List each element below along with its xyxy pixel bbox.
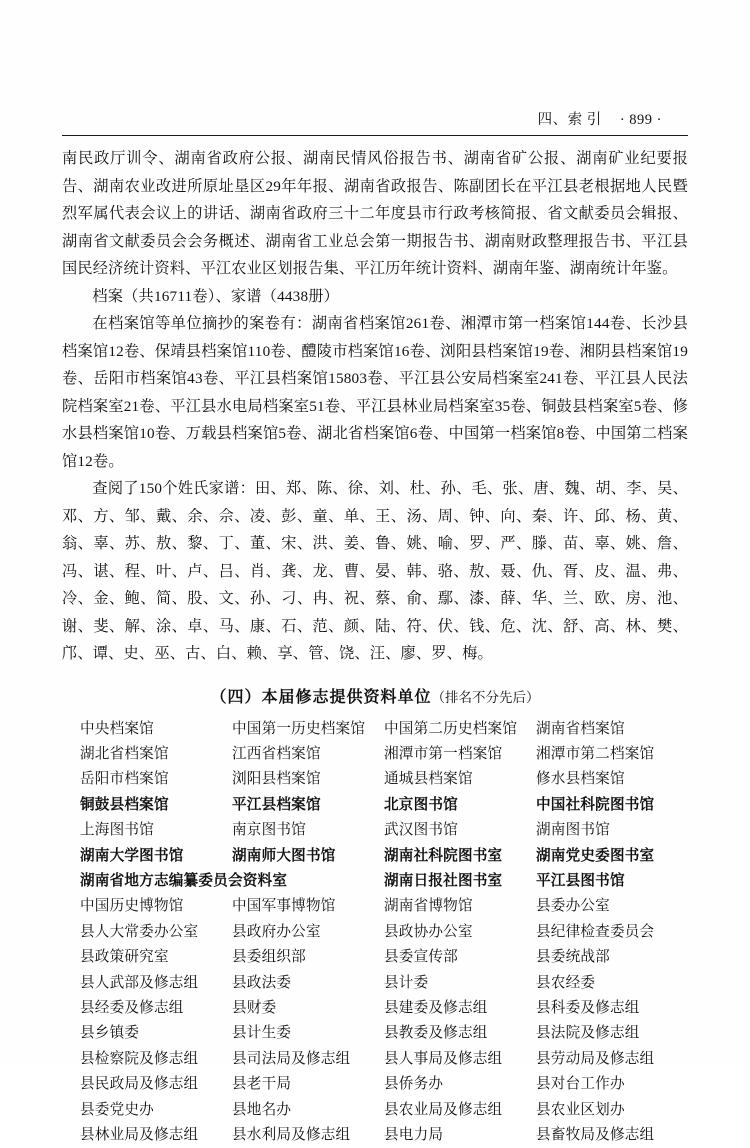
unit-cell: 湖北省档案馆 xyxy=(80,742,232,767)
table-row xyxy=(80,1098,680,1123)
unit-cell: 南京图书馆 xyxy=(232,818,384,843)
unit-cell: 武汉图书馆 xyxy=(384,818,536,843)
unit-cell: 县侨务办 xyxy=(384,1072,536,1097)
contributing-units-table xyxy=(80,717,680,1148)
unit-cell: 湘潭市第一档案馆 xyxy=(384,742,536,767)
unit-cell: 县检察院及修志组 xyxy=(80,1047,232,1072)
section-heading-label: （四）本届修志提供资料单位 xyxy=(210,689,431,706)
unit-cell: 湖南大学图书馆 xyxy=(80,844,232,869)
unit-cell: 湖南社科院图书室 xyxy=(384,844,536,869)
unit-cell: 湖南党史委图书室 xyxy=(536,844,680,869)
unit-cell: 县政协办公室 xyxy=(384,920,536,945)
unit-cell: 县司法局及修志组 xyxy=(232,1047,384,1072)
unit-cell: 县政策研究室 xyxy=(80,945,232,970)
table-row xyxy=(80,818,680,843)
table-row xyxy=(80,894,680,919)
paragraph-archive-counts: 档案（共16711卷）、家谱（4438册） xyxy=(62,283,688,311)
running-head-section: 四、索 引 xyxy=(538,112,602,128)
unit-cell: 县民政局及修志组 xyxy=(80,1072,232,1097)
unit-cell: 铜鼓县档案馆 xyxy=(80,793,232,818)
contributing-units-body xyxy=(80,717,680,1148)
unit-cell: 县人事局及修志组 xyxy=(384,1047,536,1072)
unit-cell: 修水县档案馆 xyxy=(536,767,680,792)
unit-cell: 中央档案馆 xyxy=(80,717,232,742)
table-row xyxy=(80,844,680,869)
unit-cell: 县乡镇委 xyxy=(80,1021,232,1046)
unit-cell: 县农业局及修志组 xyxy=(384,1098,536,1123)
table-row xyxy=(80,1021,680,1046)
unit-cell: 县农经委 xyxy=(536,971,680,996)
table-row xyxy=(80,971,680,996)
unit-cell: 县委组织部 xyxy=(232,945,384,970)
unit-cell: 通城县档案馆 xyxy=(384,767,536,792)
table-row xyxy=(80,1123,680,1148)
unit-cell: 浏阳县档案馆 xyxy=(232,767,384,792)
unit-cell: 湖南图书馆 xyxy=(536,818,680,843)
paragraph-archive-sources-continued: 南民政厅训令、湖南省政府公报、湖南民情风俗报告书、湖南省矿公报、湖南矿业纪要报告、湖南农业改进所原址垦区29年年报、湖南省政报告、陈副团长在平江县老根据地人民暨烈军属代表会议上的讲话、湖南省政府三十二年度县市行政考核简报、省文献委员会辑报、湖南省文献委员会会务概述、湖南省工业总会第一期报告书、湖南财政整理报告书、平江县国民经济统计资料、平江农业区划报告集、平江历年统计资料、湖南年鉴、湖南统计年鉴。 xyxy=(62,145,688,283)
paragraph-genealogy-surnames: 查阅了150个姓氏家谱：田、郑、陈、徐、刘、杜、孙、毛、张、唐、魏、胡、李、吴、邓、方、邹、戴、余、佘、凌、彭、童、单、王、汤、周、钟、向、秦、许、邱、杨、黄、翁、辜、苏、敖、黎、丁、董、宋、洪、姜、鲁、姚、喻、罗、严、滕、苗、辜、姚、詹、冯、谌、程、叶、卢、吕、肖、龚、龙、曹、晏、韩、骆、敖、聂、仇、胥、皮、温、弗、冷、金、鲍、简、股、文、孙、刁、冉、祝、蔡、俞、鄢、漆、薛、华、兰、欧、房、池、谢、斐、解、涂、卓、马、康、石、范、颜、陆、符、伏、钱、危、沈、舒、高、林、樊、邝、谭、史、巫、古、白、赖、享、管、饶、汪、廖、罗、梅。 xyxy=(62,475,688,668)
unit-cell: 中国历史博物馆 xyxy=(80,894,232,919)
unit-cell: 县电力局 xyxy=(384,1123,536,1148)
unit-cell: 湖南省地方志编纂委员会资料室 xyxy=(80,869,384,894)
table-row xyxy=(80,767,680,792)
table-row xyxy=(80,920,680,945)
running-head xyxy=(538,108,662,129)
unit-cell: 湖南省博物馆 xyxy=(384,894,536,919)
table-row xyxy=(80,945,680,970)
table-row xyxy=(80,793,680,818)
unit-cell: 中国社科院图书馆 xyxy=(536,793,680,818)
unit-cell: 县老干局 xyxy=(232,1072,384,1097)
unit-cell: 中国第二历史档案馆 xyxy=(384,717,536,742)
unit-cell: 县劳动局及修志组 xyxy=(536,1047,680,1072)
section-heading xyxy=(62,684,688,707)
unit-cell: 县计委 xyxy=(384,971,536,996)
unit-cell: 县财委 xyxy=(232,996,384,1021)
unit-cell: 湖南省档案馆 xyxy=(536,717,680,742)
unit-cell: 平江县档案馆 xyxy=(232,793,384,818)
page-body xyxy=(62,145,688,1148)
unit-cell: 中国第一历史档案馆 xyxy=(232,717,384,742)
unit-cell: 县政法委 xyxy=(232,971,384,996)
table-row xyxy=(80,717,680,742)
unit-cell: 县林业局及修志组 xyxy=(80,1123,232,1148)
unit-cell: 江西省档案馆 xyxy=(232,742,384,767)
unit-cell: 平江县图书馆 xyxy=(536,869,680,894)
table-row xyxy=(80,996,680,1021)
unit-cell: 县建委及修志组 xyxy=(384,996,536,1021)
unit-cell: 中国军事博物馆 xyxy=(232,894,384,919)
unit-cell: 县地名办 xyxy=(232,1098,384,1123)
unit-cell: 县经委及修志组 xyxy=(80,996,232,1021)
unit-cell: 县计生委 xyxy=(232,1021,384,1046)
unit-cell: 县政府办公室 xyxy=(232,920,384,945)
unit-cell: 县水利局及修志组 xyxy=(232,1123,384,1148)
unit-cell: 县科委及修志组 xyxy=(536,996,680,1021)
unit-cell: 县纪律检查委员会 xyxy=(536,920,680,945)
unit-cell: 湖南日报社图书室 xyxy=(384,869,536,894)
unit-cell: 北京图书馆 xyxy=(384,793,536,818)
table-row xyxy=(80,742,680,767)
unit-cell: 湖南师大图书馆 xyxy=(232,844,384,869)
unit-cell: 县人武部及修志组 xyxy=(80,971,232,996)
table-row xyxy=(80,1072,680,1097)
unit-cell: 县人大常委办公室 xyxy=(80,920,232,945)
paragraph-archive-repositories: 在档案馆等单位摘抄的案卷有：湖南省档案馆261卷、湘潭市第一档案馆144卷、长沙县档案馆12卷、保靖县档案馆110卷、醴陵市档案馆16卷、浏阳县档案馆19卷、湘阴县档案馆19卷、岳阳市档案馆43卷、平江县档案馆15803卷、平江县公安局档案室241卷、平江县人民法院档案室21卷、平江县水电局档案室51卷、平江县林业局档案室35卷、铜鼓县档案室5卷、修水县档案馆10卷、万载县档案馆5卷、湖北省档案馆6卷、中国第一档案馆8卷、中国第二档案馆12卷。 xyxy=(62,310,688,475)
unit-cell: 上海图书馆 xyxy=(80,818,232,843)
page-number: · 899 · xyxy=(620,112,662,128)
unit-cell: 岳阳市档案馆 xyxy=(80,767,232,792)
unit-cell: 县教委及修志组 xyxy=(384,1021,536,1046)
unit-cell: 县委宣传部 xyxy=(384,945,536,970)
table-row xyxy=(80,1047,680,1072)
unit-cell: 县对台工作办 xyxy=(536,1072,680,1097)
unit-cell: 县委统战部 xyxy=(536,945,680,970)
section-heading-note: （排名不分先后） xyxy=(432,690,540,705)
unit-cell: 县委办公室 xyxy=(536,894,680,919)
header-rule xyxy=(62,135,688,136)
table-row xyxy=(80,869,680,894)
unit-cell: 县畜牧局及修志组 xyxy=(536,1123,680,1148)
unit-cell: 县委党史办 xyxy=(80,1098,232,1123)
unit-cell: 县法院及修志组 xyxy=(536,1021,680,1046)
unit-cell: 县农业区划办 xyxy=(536,1098,680,1123)
unit-cell: 湘潭市第二档案馆 xyxy=(536,742,680,767)
